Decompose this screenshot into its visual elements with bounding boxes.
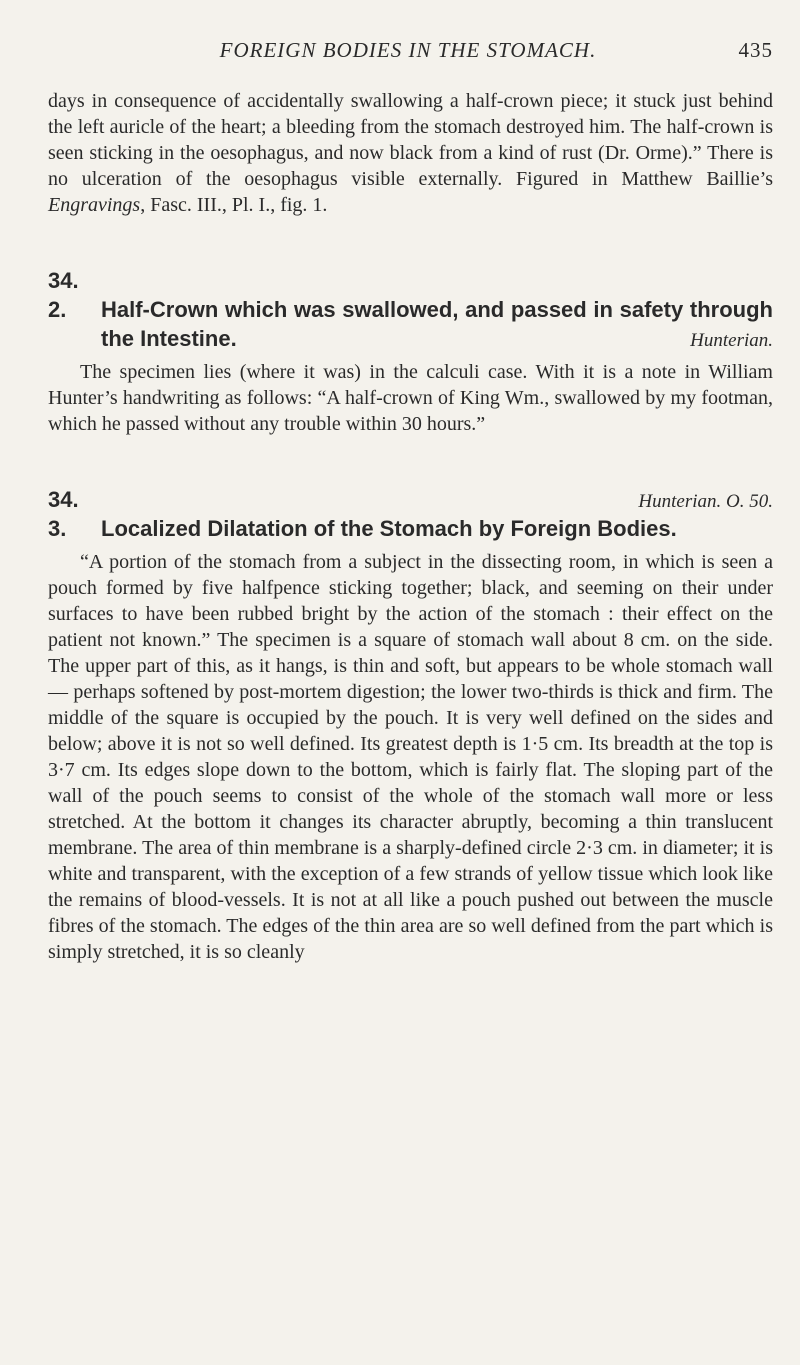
entry-source: Hunterian. O. 50. bbox=[638, 491, 773, 512]
intro-paragraph bbox=[48, 88, 773, 218]
entry-title: Localized Dilatation of the Stomach by Foreign Bodies. bbox=[101, 516, 677, 541]
entry-number: 34. 2. bbox=[48, 268, 79, 322]
running-header bbox=[48, 38, 773, 68]
specimen-entry bbox=[48, 485, 773, 965]
page-body bbox=[48, 88, 773, 965]
entry-text: The specimen lies (where it was) in the calculi case. With it is a note in William Hunter’s handwriting as follows: “A half-crown of King Wm., swallowed by my footman, which he passed without any trouble within 30 hours.” bbox=[48, 361, 773, 435]
intro-text-start: days in consequence of accidentally swallowing a half-crown piece; it stuck just behind the left auricle of the heart; a bleeding from the stomach destroyed him. The half-crown is seen sticking in the oesophagus, and now black from a kind of rust (Dr. Orme).” There is no ulceration of the oesophagus visible externally. Figured in Matthew Baillie’s bbox=[48, 90, 773, 190]
intro-text-end: , Fasc. III., Pl. I., fig. 1. bbox=[140, 194, 328, 216]
entry-source: Hunterian. bbox=[690, 330, 773, 351]
intro-italic-title: Engravings bbox=[48, 194, 141, 216]
specimen-entry bbox=[48, 266, 773, 437]
entry-title: Half-Crown which was swallowed, and passed in safety through the Intestine. bbox=[101, 297, 773, 351]
entry-heading bbox=[48, 266, 773, 353]
page-number: 435 bbox=[738, 38, 773, 62]
entry-number: 34. 3. bbox=[48, 487, 79, 541]
entry-text: “A portion of the stomach from a subject in the dissecting room, in which is seen a pouch formed by five halfpence sticking together; black, and seeming on their under surfaces to have been rubbed bright by the action of the stomach : their effect on the patient not known.” The specimen is a square of stomach wall about 8 cm. on the side. The upper part of this, as it hangs, is thin and soft, but appears to be whole stomach wall— perhaps softened by post-mortem digestion; the lower two-thirds is thick and firm. The middle of the square is occupied by the pouch. It is very well defined on the sides and below; above it is not so well defined. Its greatest depth is 1·5 cm. Its breadth at the top is 3·7 cm. Its edges slope down to the bottom, which is fairly flat. The sloping part of the wall of the pouch seems to consist of the whole of the stomach wall more or less stretched. At the bottom it changes its character abruptly, becoming a thin translucent membrane. The area of thin membrane is a sharply-defined circle 2·3 cm. in diameter; it is white and transparent, with the exception of a few strands of yellow tissue which look like the remains of blood-vessels. It is not at all like a pouch pushed out between the muscle fibres of the stomach. The edges of the thin area are so well defined from the part which is simply stretched, it is so cleanly bbox=[48, 551, 773, 963]
running-title: FOREIGN BODIES IN THE STOMACH. bbox=[219, 38, 597, 62]
entry-heading bbox=[48, 485, 773, 543]
